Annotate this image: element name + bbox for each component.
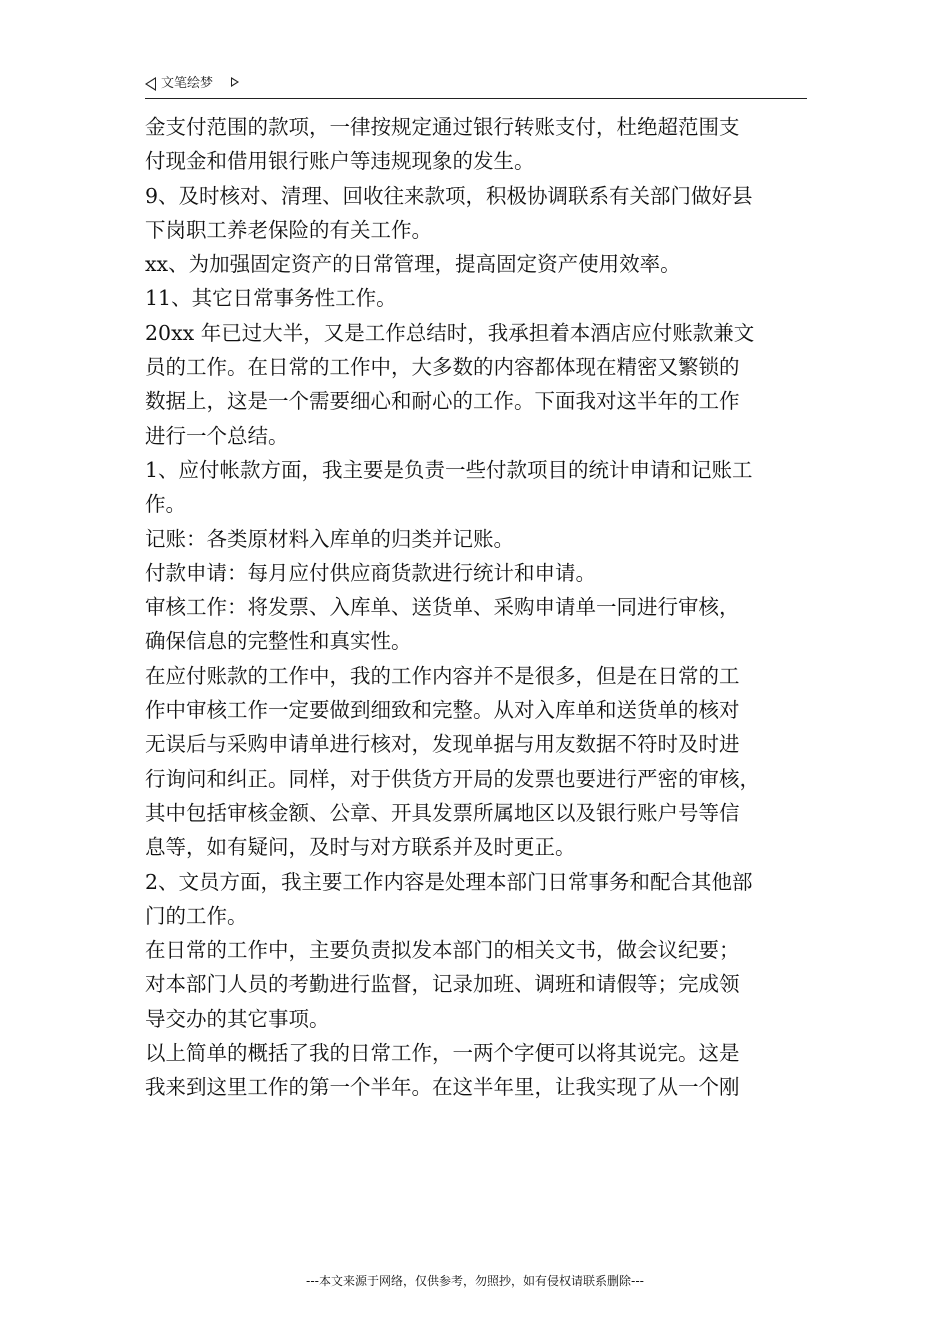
left-triangle-icon (145, 77, 156, 91)
text-line: 在应付账款的工作中，我的工作内容并不是很多，但是在日常的工 (145, 663, 740, 688)
paragraph (145, 522, 810, 556)
paragraph (145, 933, 810, 1036)
paragraph (145, 316, 810, 453)
text-line: 行询问和纠正。同样，对于供货方开局的发票也要进行严密的审核， (145, 766, 760, 791)
paragraph (145, 865, 810, 934)
paragraph (145, 110, 810, 179)
text-line: 2、文员方面，我主要工作内容是处理本部门日常事务和配合其他部 (145, 869, 753, 894)
text-line: 记账：各类原材料入库单的归类并记账。 (145, 526, 514, 551)
text-line: xx、为加强固定资产的日常管理，提高固定资产使用效率。 (145, 252, 681, 277)
text-line: 20xx 年已过大半，又是工作总结时，我承担着本酒店应付账款兼文 (145, 320, 755, 345)
text-line: 在日常的工作中，主要负责拟发本部门的相关文书，做会议纪要； (145, 938, 740, 963)
text-line: 门的工作。 (145, 903, 248, 928)
text-line: 导交办的其它事项。 (145, 1006, 330, 1031)
document-body (145, 110, 810, 1105)
paragraph (145, 179, 810, 248)
page-header (145, 72, 807, 99)
text-line: 我来到这里工作的第一个半年。在这半年里，让我实现了从一个刚 (145, 1075, 740, 1100)
text-line: 下岗职工养老保险的有关工作。 (145, 217, 432, 242)
text-line: 作中审核工作一定要做到细致和完整。从对入库单和送货单的核对 (145, 698, 740, 723)
header-brand: 文笔绘梦 (161, 76, 214, 91)
text-line: 付现金和借用银行账户等违规现象的发生。 (145, 149, 535, 174)
text-line: 进行一个总结。 (145, 423, 289, 448)
text-line: 其中包括审核金额、公章、开具发票所属地区以及银行账户号等信 (145, 800, 740, 825)
text-line: 以上简单的概括了我的日常工作，一两个字便可以将其说完。这是 (145, 1041, 740, 1066)
text-line: 审核工作：将发票、入库单、送货单、采购申请单一同进行审核， (145, 595, 740, 620)
text-line: 确保信息的完整性和真实性。 (145, 629, 412, 654)
right-triangle-icon (231, 77, 239, 87)
paragraph (145, 659, 810, 865)
paragraph (145, 1036, 810, 1105)
text-line: 作。 (145, 492, 186, 517)
text-line: 1、应付帐款方面，我主要是负责一些付款项目的统计申请和记账工 (145, 457, 753, 482)
text-line: 息等，如有疑问，及时与对方联系并及时更正。 (145, 835, 576, 860)
text-line: 11、其它日常事务性工作。 (145, 286, 397, 311)
text-line: 无误后与采购申请单进行核对，发现单据与用友数据不符时及时进 (145, 732, 740, 757)
paragraph (145, 281, 810, 315)
text-line: 数据上，这是一个需要细心和耐心的工作。下面我对这半年的工作 (145, 389, 740, 414)
text-line: 付款申请：每月应付供应商货款进行统计和申请。 (145, 560, 596, 585)
text-line: 对本部门人员的考勤进行监督，记录加班、调班和请假等；完成领 (145, 972, 740, 997)
paragraph (145, 453, 810, 522)
text-line: 9、及时核对、清理、回收往来款项，积极协调联系有关部门做好县 (145, 183, 753, 208)
paragraph (145, 590, 810, 659)
page-footer: ---本文来源于网络，仅供参考，勿照抄，如有侵权请联系删除--- (306, 1274, 644, 1288)
paragraph (145, 247, 810, 281)
paragraph (145, 556, 810, 590)
text-line: 金支付范围的款项，一律按规定通过银行转账支付，杜绝超范围支 (145, 115, 740, 139)
text-line: 员的工作。在日常的工作中，大多数的内容都体现在精密又繁锁的 (145, 355, 740, 380)
